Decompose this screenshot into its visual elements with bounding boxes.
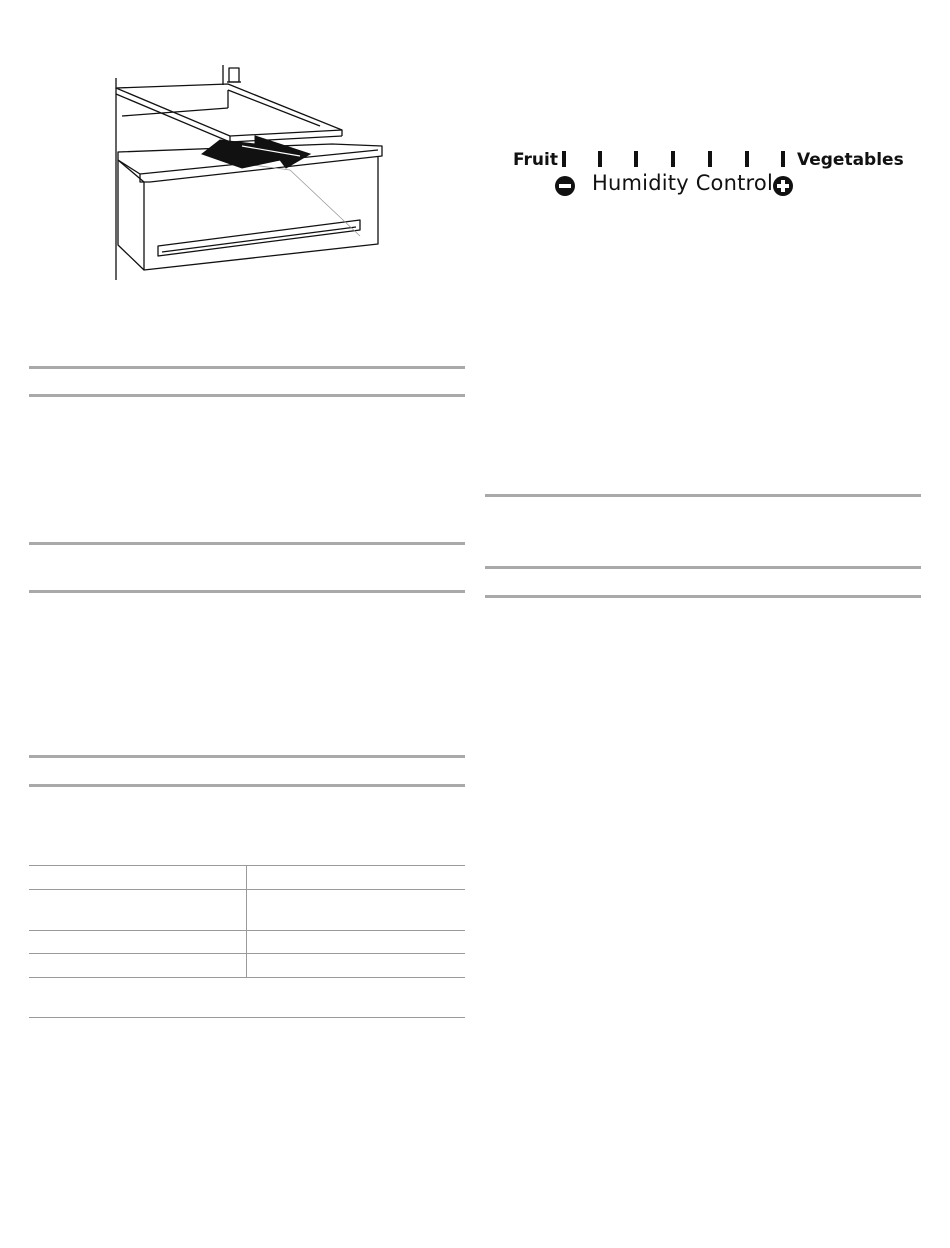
table-column-divider [246, 865, 247, 977]
section-rule [485, 595, 921, 598]
humidity-level-mark-1[interactable] [562, 151, 566, 167]
section-rule [29, 755, 465, 758]
section-rule [29, 542, 465, 545]
section-rule [29, 784, 465, 787]
section-rule [29, 394, 465, 397]
section-rule [29, 366, 465, 369]
table-row-divider [29, 889, 465, 890]
table-row-divider [29, 865, 465, 866]
crisper-drawer-illustration [110, 60, 390, 285]
section-rule [485, 566, 921, 569]
section-rule [29, 590, 465, 593]
plus-circle-icon[interactable] [773, 176, 793, 196]
humidity-level-mark-3[interactable] [634, 151, 638, 167]
table-row-divider [29, 930, 465, 931]
table-row-divider [29, 1017, 465, 1018]
minus-circle-icon[interactable] [555, 176, 575, 196]
table-row-divider [29, 953, 465, 954]
humidity-level-mark-4[interactable] [671, 151, 675, 167]
humidity-level-mark-2[interactable] [598, 151, 602, 167]
humidity-level-mark-6[interactable] [745, 151, 749, 167]
fruit-label: Fruit [513, 150, 558, 170]
table-row-divider [29, 977, 465, 978]
vegetables-label: Vegetables [797, 150, 904, 170]
humidity-level-mark-7[interactable] [781, 151, 785, 167]
section-rule [485, 494, 921, 497]
humidity-level-mark-5[interactable] [708, 151, 712, 167]
humidity-control-title: Humidity Control [592, 171, 774, 195]
